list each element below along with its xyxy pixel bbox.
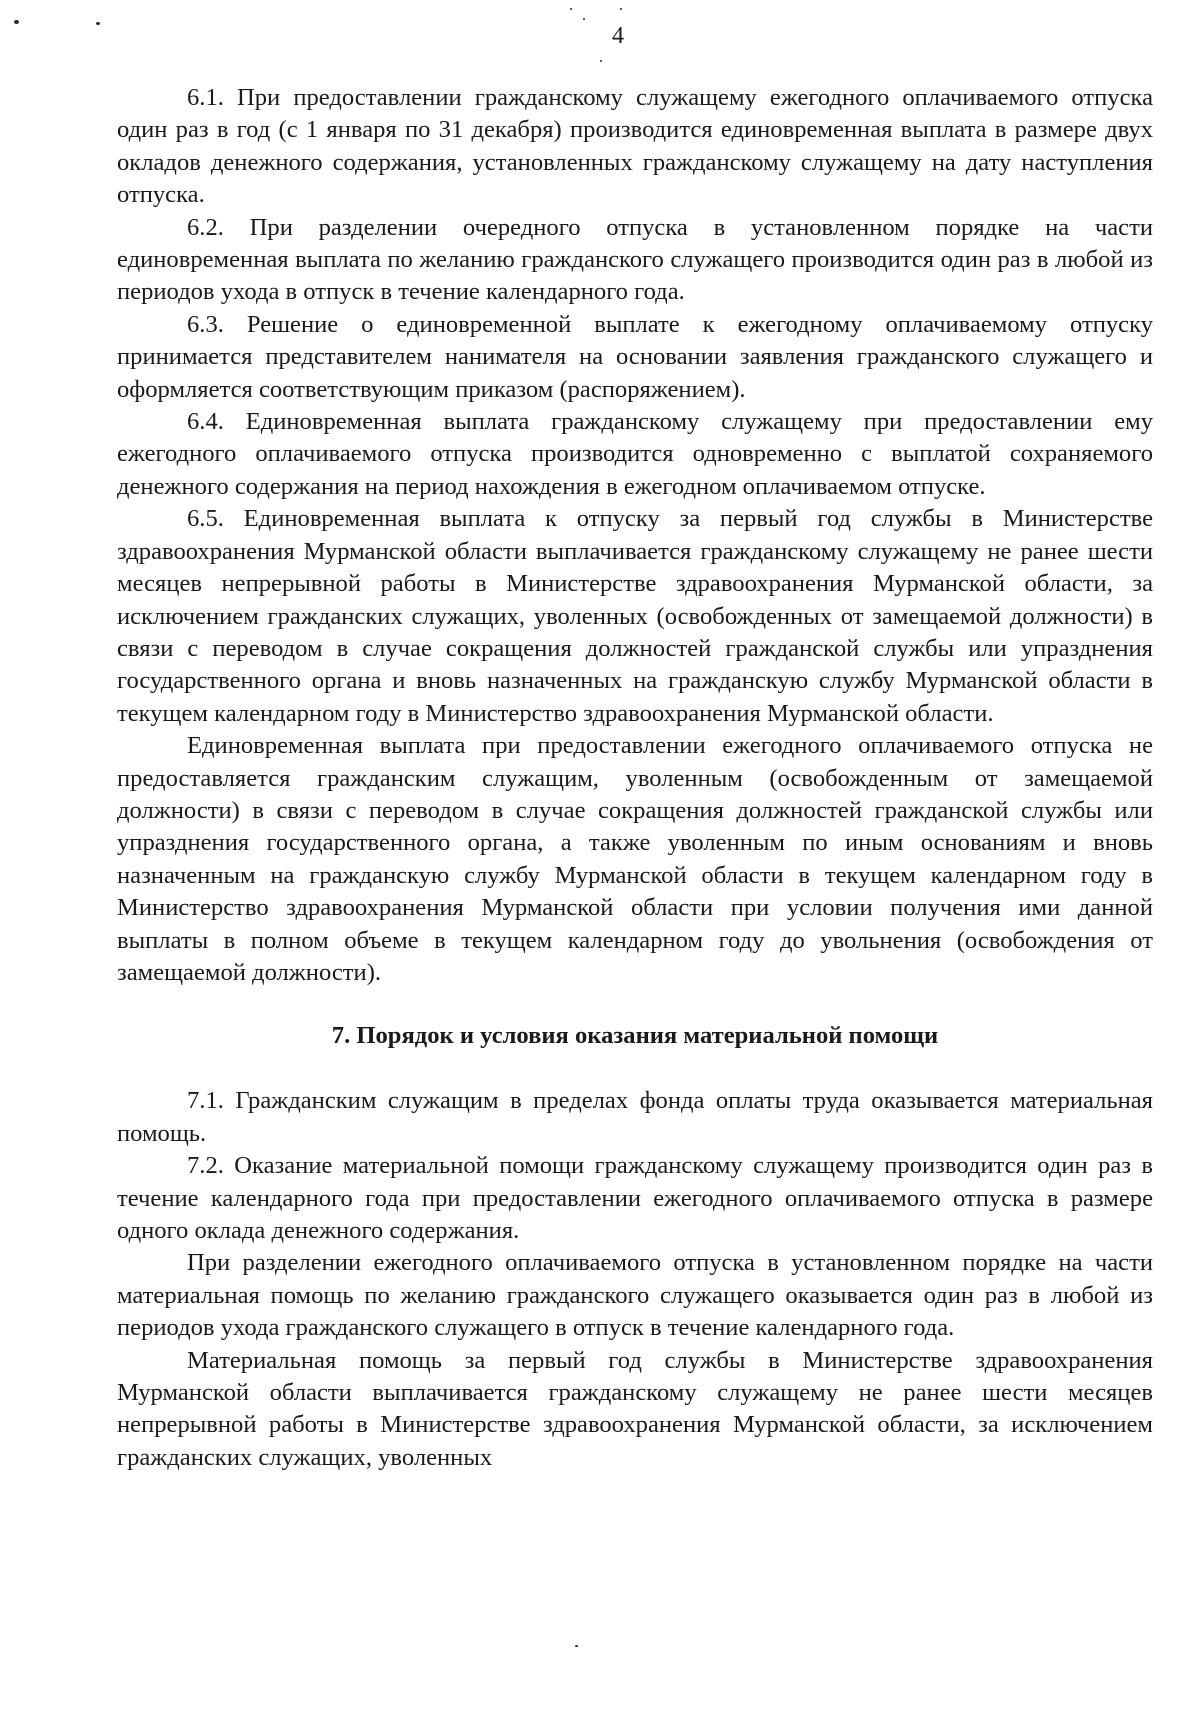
section-7-heading: 7. Порядок и условия оказания материальной помощи bbox=[331, 1022, 939, 1050]
document-body bbox=[117, 82, 1153, 1474]
paragraph-7-2-split: При разделении ежегодного оплачиваемого отпуска в установленном порядке на части материальная помощь по желанию гражданского служащего оказывается один раз в любой из периодов ухода гражданского служащего в отпуск в течение календарного года. bbox=[117, 1249, 1153, 1342]
paragraph-6-3: 6.3. Решение о единовременной выплате к ежегодному оплачиваемому отпуску принимается представителем нанимателя на основании заявления гражданского служащего и оформляется соответствующим приказом (распоряжением). bbox=[117, 310, 1153, 403]
scan-speck bbox=[96, 22, 100, 25]
scan-speck bbox=[620, 8, 622, 10]
scan-speck bbox=[600, 60, 602, 62]
scan-speck bbox=[570, 8, 572, 10]
scan-speck bbox=[583, 18, 585, 20]
paragraph-7-1: 7.1. Гражданским служащим в пределах фонда оплаты труда оказывается материальная помощь. bbox=[117, 1087, 1153, 1147]
paragraph-7-2-first-year: Материальная помощь за первый год службы в Министерстве здравоохранения Мурманской области выплачивается гражданскому служащему не ранее шести месяцев непрерывной работы в Министерстве здравоохранения Мурманской области, за исключением гражданских служащих, уволенных bbox=[117, 1346, 1153, 1471]
page-number: 4 bbox=[612, 23, 624, 49]
paragraph-6-5-continued: Единовременная выплата при предоставлении ежегодного оплачиваемого отпуска не предоставляется гражданским служащим, уволенным (освобожденным от замещаемой должности) в связи с переводом в случае сокращения должностей гражданской службы или упразднения государственного органа, а также уволенным по иным основаниям и вновь назначенным на гражданскую службу Мурманской области в текущем календарном году в Министерство здравоохранения Мурманской области при условии получения ими данной выплаты в полном объеме в текущем календарном году до увольнения (освобождения от замещаемой должности). bbox=[117, 732, 1153, 986]
scan-speck bbox=[575, 1645, 578, 1647]
scan-speck bbox=[14, 20, 19, 24]
paragraph-6-4: 6.4. Единовременная выплата гражданскому служащему при предоставлении ему ежегодного оплачиваемого отпуска производится одновременно с выплатой сохраняемого денежного содержания на период нахождения в ежегодном оплачиваемом отпуске. bbox=[117, 408, 1153, 500]
paragraph-7-2: 7.2. Оказание материальной помощи гражданскому служащему производится один раз в течение календарного года при предоставлении ежегодного оплачиваемого отпуска в размере одного оклада денежного содержания. bbox=[117, 1152, 1153, 1244]
paragraph-6-2: 6.2. При разделении очередного отпуска в установленном порядке на части единовременная выплата по желанию гражданского служащего производится один раз в любой из периодов ухода в отпуск в течение календарного года. bbox=[117, 213, 1153, 306]
paragraph-6-5: 6.5. Единовременная выплата к отпуску за первый год службы в Министерстве здравоохранения Мурманской области выплачивается гражданскому служащему не ранее шести месяцев непрерывной работы в Министерстве здравоохранения Мурманской области, за исключением гражданских служащих, уволенных (освобожденных от замещаемой должности) в связи с переводом в случае сокращения должностей гражданской службы или упразднения государственного органа и вновь назначенных на гражданскую службу Мурманской области в текущем календарном году в Министерство здравоохранения Мурманской области. bbox=[117, 505, 1153, 727]
paragraph-6-1: 6.1. При предоставлении гражданскому служащему ежегодного оплачиваемого отпуска один раз в год (с 1 января по 31 декабря) производится единовременная выплата в размере двух окладов денежного содержания, установленных гражданскому служащему на дату наступления отпуска. bbox=[117, 84, 1153, 209]
